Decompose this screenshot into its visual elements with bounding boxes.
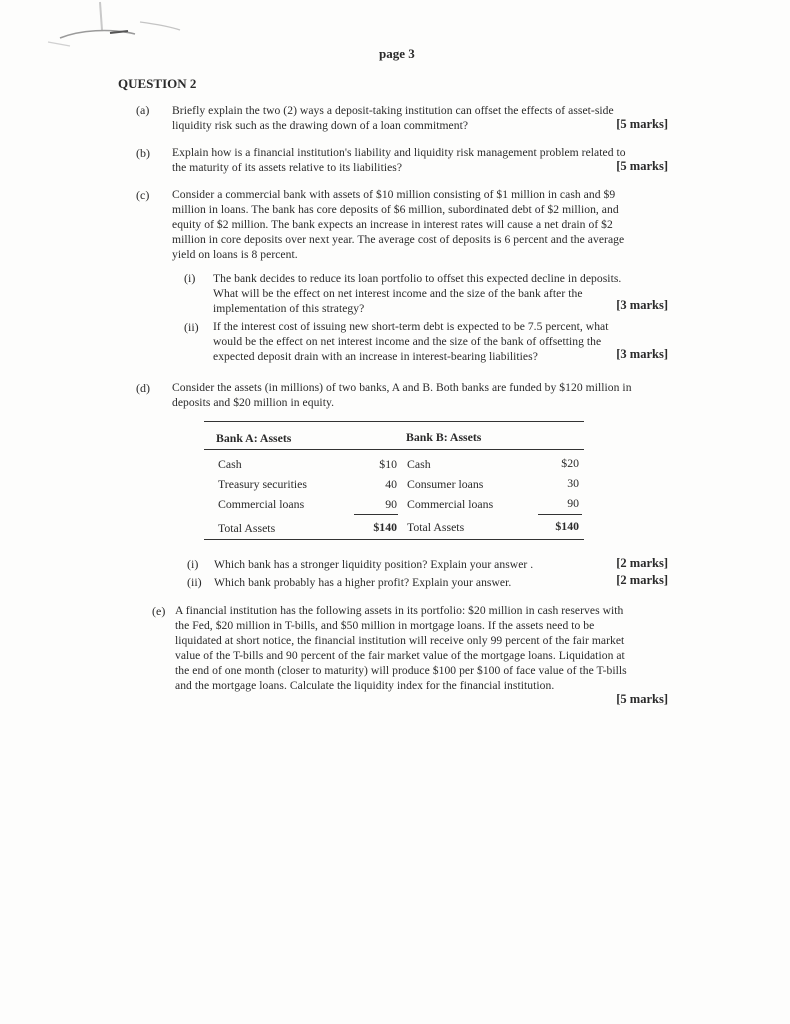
table-row-1-a-label: Cash [218,457,242,471]
part-c-ii-line-1: If the interest cost of issuing new short-term debt is expected to be 7.5 percent, what [213,320,609,333]
table-total-a-value: $140 [373,520,397,534]
part-a-line-1: Briefly explain the two (2) ways a deposit-taking institution can offset the effects of asset-side [172,104,614,117]
part-c-text [172,187,668,262]
table-total-b-label: Total Assets [407,520,465,534]
part-c-ii-line-2: would be the effect on net interest income and the size of the bank of offsetting the [213,335,602,348]
part-d-line-1: Consider the assets (in millions) of two banks, A and B. Both banks are funded by $120 million in [172,381,632,394]
part-a-line-2: liquidity risk such as the drawing down of a loan commitment? [172,119,469,132]
part-e-line-5: the end of one month (closer to maturity) will produce $100 per $100 of face value of the T-bills [175,664,627,677]
table-row-3-b-value: 90 [567,496,579,510]
part-d-label: (d) [136,381,150,395]
part-c-i-marks: [3 marks] [616,298,668,312]
part-b-text [172,145,668,175]
part-e-text [175,603,669,693]
table-row-1-a-value: $10 [379,457,397,471]
part-d-line-2: deposits and $20 million in equity. [172,396,335,409]
part-e-marks: [5 marks] [616,692,668,706]
part-c-line-2: million in loans. The bank has core deposits of $6 million, subordinated debt of $2 million, and [172,203,619,216]
part-c-i-line-3: implementation of this strategy? [213,302,365,315]
table-top-rule [204,421,584,422]
table-row-3-a-label: Commercial loans [218,497,305,511]
part-c-i-text [213,271,668,316]
scan-artifact-marks [40,0,200,60]
table-total-b-value: $140 [555,519,579,533]
table-row-3-a-value: 90 [385,497,397,511]
part-c-line-1: Consider a commercial bank with assets of $10 million consisting of $1 million in cash and $9 [172,188,616,201]
part-c-label: (c) [136,188,150,202]
page-number-header: page 3 [379,46,415,61]
part-e-line-6: and the mortgage loans. Calculate the liquidity index for the financial institution. [175,679,555,692]
table-total-a-label: Total Assets [218,521,276,535]
table-subtotal-rule-b [538,514,582,515]
part-c-ii-marks: [3 marks] [616,347,668,361]
part-b-label: (b) [136,146,150,160]
part-e-line-1: A financial institution has the following assets in its portfolio: $20 million in cash reserves with [175,604,624,617]
table-row-2-a-value: 40 [385,477,397,491]
bank-b-header: Bank B: Assets [406,430,482,444]
table-row-2-b-label: Consumer loans [407,477,484,491]
table-row-2-b-value: 30 [567,476,579,490]
part-a-label: (a) [136,103,150,117]
part-c-i-label: (i) [184,271,196,285]
part-c-line-4: million in core deposits over next year. The average cost of deposits is 6 percent and the average [172,233,625,246]
part-e-line-3: liquidated at short notice, the financial institution will receive only 99 percent of the fair market [175,634,625,647]
part-c-i-line-1: The bank decides to reduce its loan portfolio to offset this expected decline in deposits. [213,272,622,285]
part-c-ii-line-3: expected deposit drain with an increase in interest-bearing liabilities? [213,350,538,363]
part-d-i-label: (i) [187,557,199,571]
part-c-line-5: yield on loans is 8 percent. [172,248,298,261]
table-row-1-b-label: Cash [407,457,431,471]
part-d-ii-label: (ii) [187,575,202,589]
bank-a-header: Bank A: Assets [216,431,292,445]
part-a-text [172,103,668,133]
part-e-line-2: the Fed, $20 million in T-bills, and $50 million in mortgage loans. If the assets need to be [175,619,595,632]
part-e-label: (e) [152,604,166,618]
table-bottom-rule [204,539,584,540]
question-title: QUESTION 2 [118,76,197,91]
table-row-3-b-label: Commercial loans [407,497,494,511]
part-b-line-1: Explain how is a financial institution's liability and liquidity risk management problem related to [172,146,626,159]
part-d-ii-marks: [2 marks] [616,573,668,587]
table-header-rule [204,449,584,450]
table-subtotal-rule-a [354,514,398,515]
part-d-text [172,380,668,410]
part-a-marks: [5 marks] [616,117,668,131]
part-b-marks: [5 marks] [616,159,668,173]
part-e-line-4: value of the T-bills and 90 percent of the fair market value of the mortgage loans. Liquidation at [175,649,625,662]
part-c-line-3: equity of $2 million. The bank expects an increase in interest rates will cause a net drain of $2 [172,218,613,231]
table-row-2-a-label: Treasury securities [218,477,308,491]
table-row-1-b-value: $20 [561,456,579,470]
part-b-line-2: the maturity of its assets relative to its liabilities? [172,161,403,174]
part-c-i-line-2: What will be the effect on net interest income and the size of the bank after the [213,287,583,300]
part-d-ii-text: Which bank probably has a higher profit? Explain your answer. [214,576,512,589]
part-d-i-text: Which bank has a stronger liquidity position? Explain your answer . [214,558,534,571]
part-c-ii-text [213,319,668,364]
part-c-ii-label: (ii) [184,320,199,334]
part-d-i-marks: [2 marks] [616,556,668,570]
